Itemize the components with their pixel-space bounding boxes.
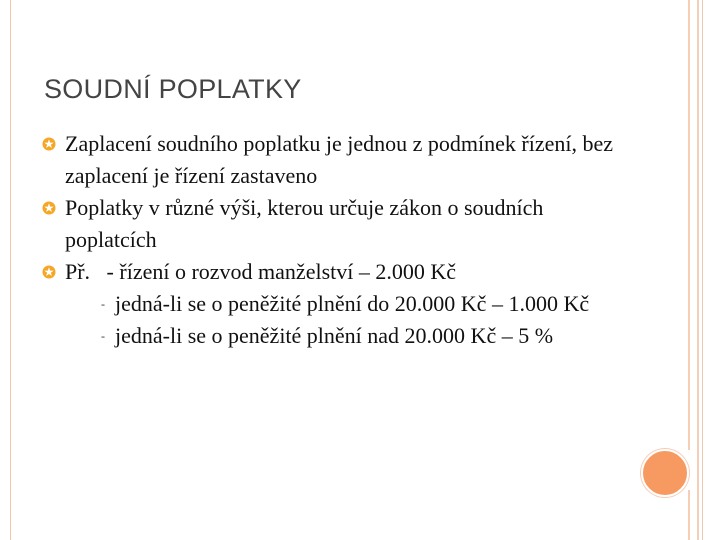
bullet-text: Zaplacení soudního poplatku je jednou z podmínek řízení, bez zaplacení je řízení zastaveno — [65, 131, 614, 188]
slide-title: SOUDNÍ POPLATKY — [44, 74, 302, 104]
bullet-item — [40, 256, 640, 288]
sub-item-text: jedná-li se o peněžité plnění nad 20.000 Kč – 5 % — [115, 323, 554, 348]
sub-item — [40, 320, 640, 352]
decorative-line — [688, 490, 690, 540]
dash-marker: - — [101, 297, 105, 311]
sub-item — [40, 288, 640, 320]
bullet-text: Př. - řízení o rozvod manželství – 2.000 Kč — [65, 259, 457, 284]
bullet-item — [40, 128, 640, 192]
slide-body — [40, 128, 640, 352]
star-bullet-icon — [42, 201, 56, 215]
sub-item-text: jedná-li se o peněžité plnění do 20.000 Kč – 1.000 Kč — [115, 291, 590, 316]
bullet-text: Poplatky v různé výši, kterou určuje zákon o soudních poplatcích — [65, 195, 544, 252]
dash-marker: - — [101, 329, 105, 343]
star-bullet-icon — [42, 265, 56, 279]
decorative-circle — [641, 449, 689, 497]
decorative-line — [688, 0, 690, 450]
bullet-item — [40, 192, 640, 256]
star-bullet-icon — [42, 137, 56, 151]
decorative-line — [697, 0, 699, 540]
